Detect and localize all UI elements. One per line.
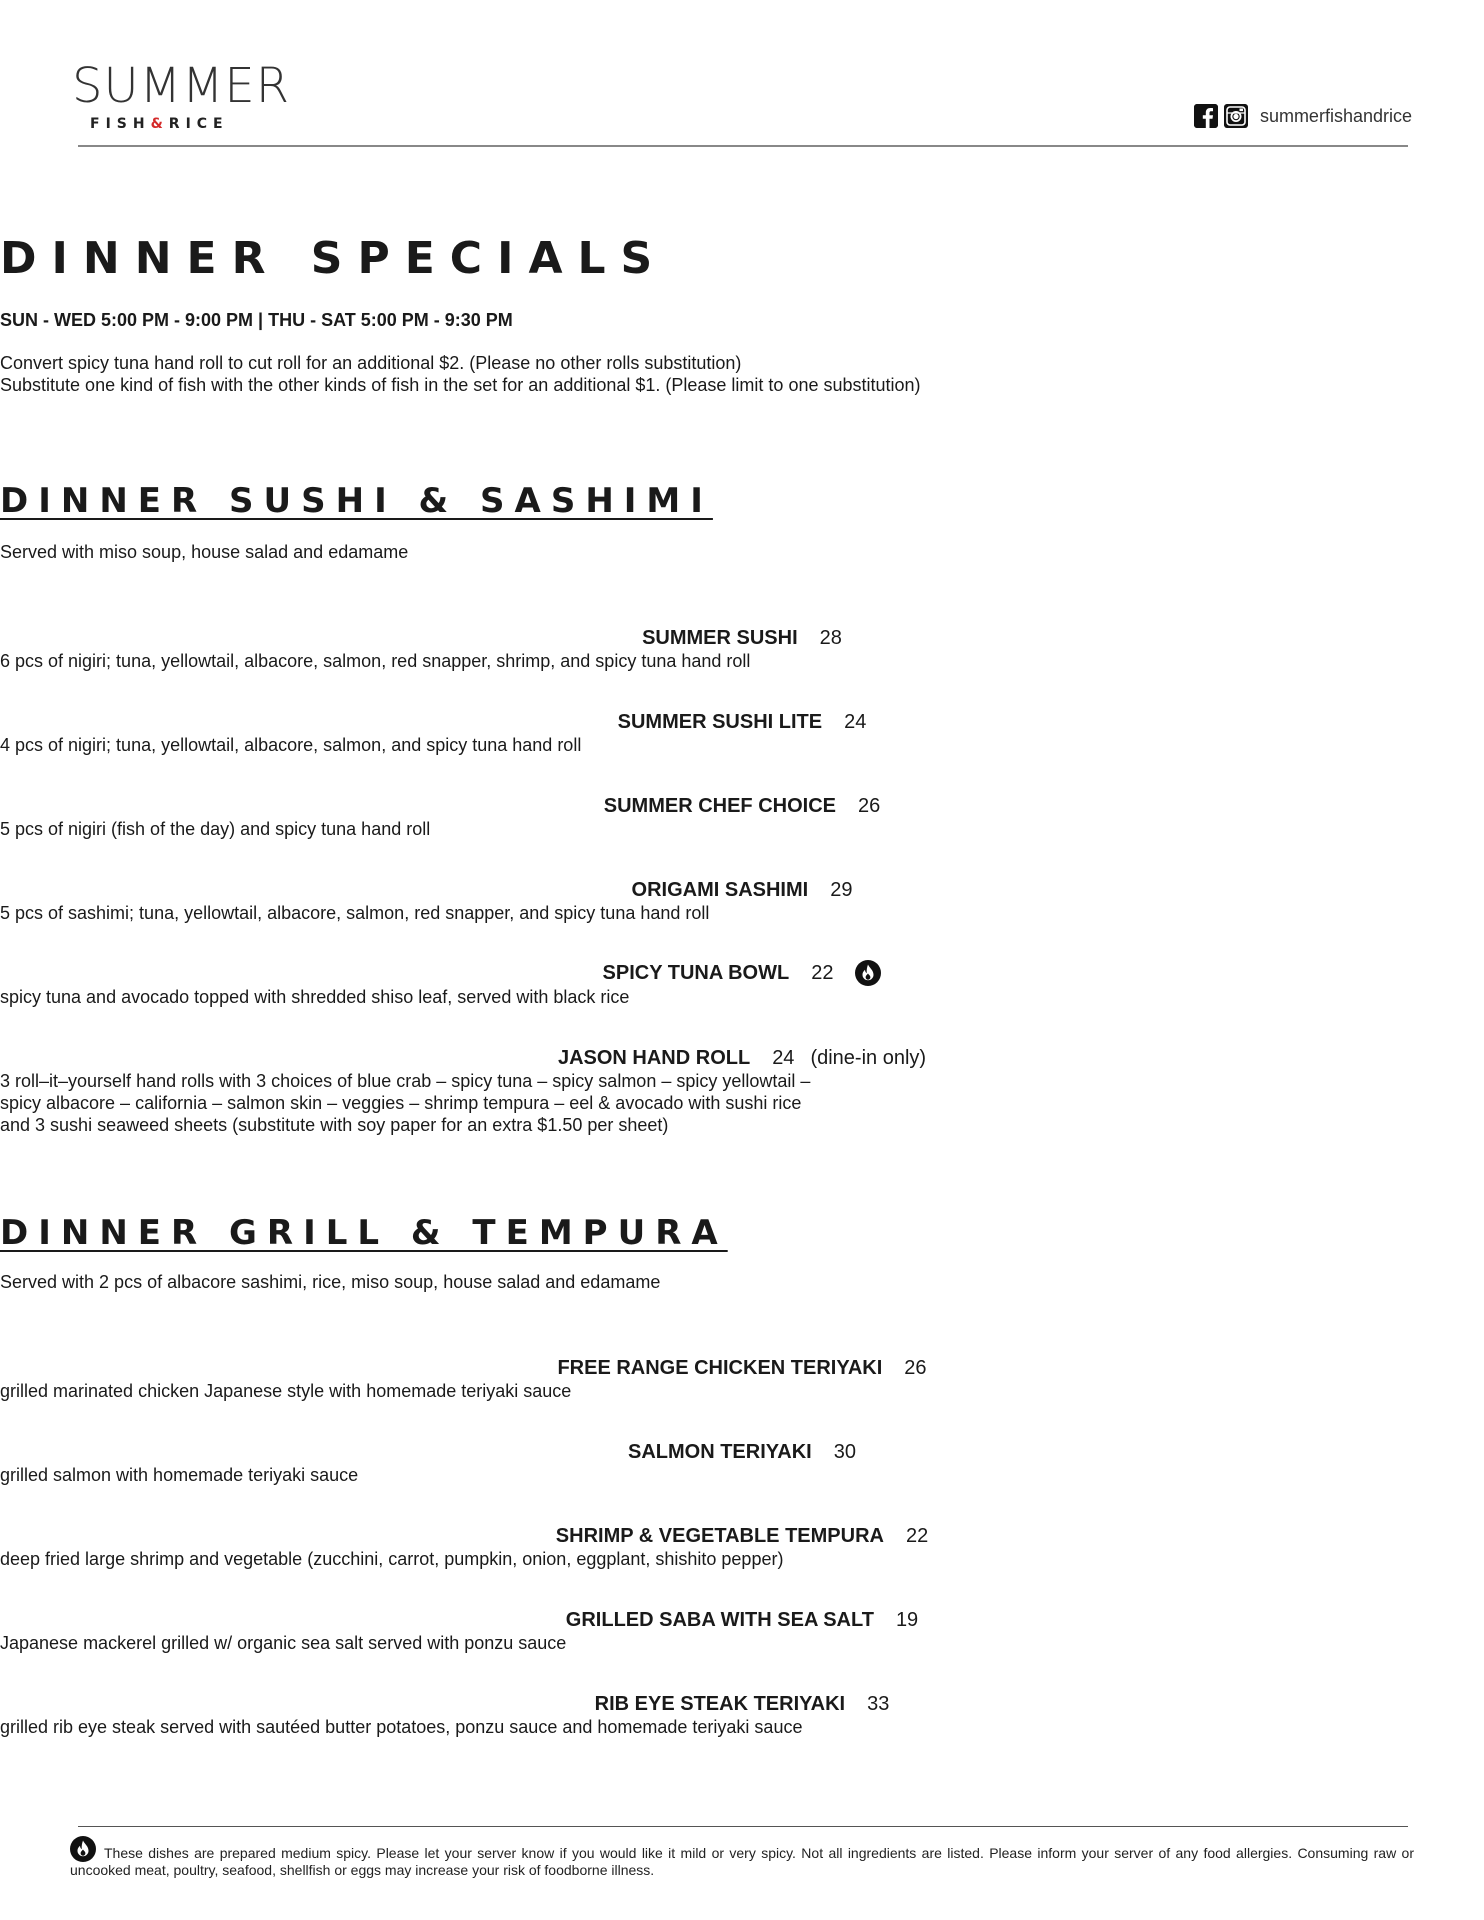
item-description: grilled salmon with homemade teriyaki sauce (0, 1465, 359, 1485)
item-name: SALMON TERIYAKI (628, 1441, 812, 1463)
social-handle[interactable]: summerfishandrice (1259, 105, 1412, 126)
item-description: deep fried large shrimp and vegetable (zucchini, carrot, pumpkin, onion, eggplant, shishito pepper) (0, 1549, 784, 1569)
item-description: 3 roll–it–yourself hand rolls with 3 choices of blue crab – spicy tuna – spicy salmon – spicy yellowtail – (0, 1071, 811, 1091)
menu-item (0, 878, 1484, 924)
footer-divider (78, 1826, 1408, 1827)
spicy-icon (70, 1836, 96, 1862)
item-price: 29 (830, 879, 853, 901)
item-price: 24 (844, 711, 867, 733)
section-title-text: DINNER GRILL & TEMPURA (0, 1213, 728, 1253)
item-name: SUMMER CHEF CHOICE (603, 795, 836, 817)
item-description: 5 pcs of sashimi; tuna, yellowtail, albacore, salmon, red snapper, and spicy tuna hand roll (0, 903, 710, 923)
logo-subtitle (90, 117, 229, 131)
header-divider (78, 145, 1408, 147)
section-subtitle-sushi: Served with miso soup, house salad and edamame (0, 542, 409, 562)
item-price: 30 (833, 1441, 856, 1463)
item-price: 26 (857, 795, 881, 817)
page-title: DINNER SPECIALS (0, 233, 668, 284)
item-name: SPICY TUNA BOWL (602, 962, 790, 984)
item-description: spicy albacore – california – salmon skin – veggies – shrimp tempura – eel & avocado with sushi rice (0, 1093, 802, 1113)
menu-item (0, 794, 1484, 840)
item-name: SUMMER SUSHI (642, 627, 798, 649)
item-name: GRILLED SABA WITH SEA SALT (565, 1609, 874, 1631)
item-name: JASON HAND ROLL (557, 1047, 751, 1069)
menu-item (0, 1524, 1484, 1570)
menu-item (0, 1356, 1484, 1402)
section-title-sushi (0, 481, 1484, 521)
item-name: FREE RANGE CHICKEN TERIYAKI (557, 1357, 883, 1379)
item-description: 4 pcs of nigiri; tuna, yellowtail, albacore, salmon, and spicy tuna hand roll (0, 735, 582, 755)
section-title-text: DINNER SUSHI & SASHIMI (0, 481, 713, 521)
item-price: 22 (811, 962, 834, 984)
hours: SUN - WED 5:00 PM - 9:00 PM | THU - SAT 5:00 PM - 9:30 PM (0, 310, 513, 330)
item-description: Japanese mackerel grilled w/ organic sea salt served with ponzu sauce (0, 1633, 567, 1653)
menu-item (0, 626, 1484, 672)
item-price: 24 (772, 1047, 795, 1069)
item-description: grilled rib eye steak served with sautéed butter potatoes, ponzu sauce and homemade teriyaki sauce (0, 1717, 803, 1737)
item-description: spicy tuna and avocado topped with shredded shiso leaf, served with black rice (0, 987, 630, 1007)
item-price: 22 (905, 1525, 929, 1547)
instagram-icon[interactable] (1224, 104, 1248, 128)
item-price: 33 (867, 1693, 890, 1715)
footnote (70, 1836, 1414, 1878)
item-price: 26 (904, 1357, 927, 1379)
section-subtitle-grill: Served with 2 pcs of albacore sashimi, rice, miso soup, house salad and edamame (0, 1272, 661, 1292)
item-description: 5 pcs of nigiri (fish of the day) and spicy tuna hand roll (0, 819, 431, 839)
notes (0, 352, 1484, 396)
menu-item (0, 710, 1484, 756)
item-description: and 3 sushi seaweed sheets (substitute with soy paper for an extra $1.50 per sheet) (0, 1115, 669, 1135)
item-name: ORIGAMI SASHIMI (631, 879, 809, 901)
menu-item (0, 1608, 1484, 1654)
item-price: 19 (895, 1609, 919, 1631)
social-links (1194, 104, 1412, 128)
item-description: grilled marinated chicken Japanese style with homemade teriyaki sauce (0, 1381, 572, 1401)
note-line: Convert spicy tuna hand roll to cut roll for an additional $2. (Please no other rolls substitution) (0, 353, 742, 373)
footnote-text: These dishes are prepared medium spicy. Please let your server know if you would like it mild or very spicy. Not all ingredients are listed. Please inform your server of any food allergies. Consuming raw or uncooked meat, poultry, seafood, shellfish or eggs may increase your risk of foodborne illness. (70, 1845, 1414, 1878)
facebook-icon[interactable] (1194, 104, 1218, 128)
menu-item (0, 1692, 1484, 1738)
logo-sub-left: FISH (90, 116, 151, 132)
item-note: (dine-in only) (810, 1047, 927, 1069)
item-description: 6 pcs of nigiri; tuna, yellowtail, albacore, salmon, red snapper, shrimp, and spicy tuna hand roll (0, 651, 751, 671)
menu-item (0, 1440, 1484, 1486)
menu-item (0, 1046, 1484, 1136)
logo-sub-amp: & (150, 116, 169, 132)
menu-item (0, 960, 1484, 1008)
section-title-grill (0, 1213, 1484, 1253)
note-line: Substitute one kind of fish with the other kinds of fish in the set for an additional $1. (Please limit to one substitution) (0, 375, 921, 395)
spicy-icon (855, 960, 881, 986)
item-name: RIB EYE STEAK TERIYAKI (594, 1693, 846, 1715)
logo-wordmark: SUMMER (72, 58, 291, 114)
header (0, 0, 1484, 150)
logo-sub-right: RICE (168, 116, 229, 132)
item-name: SUMMER SUSHI LITE (617, 711, 823, 733)
item-price: 28 (819, 627, 842, 649)
item-name: SHRIMP & VEGETABLE TEMPURA (555, 1525, 884, 1547)
